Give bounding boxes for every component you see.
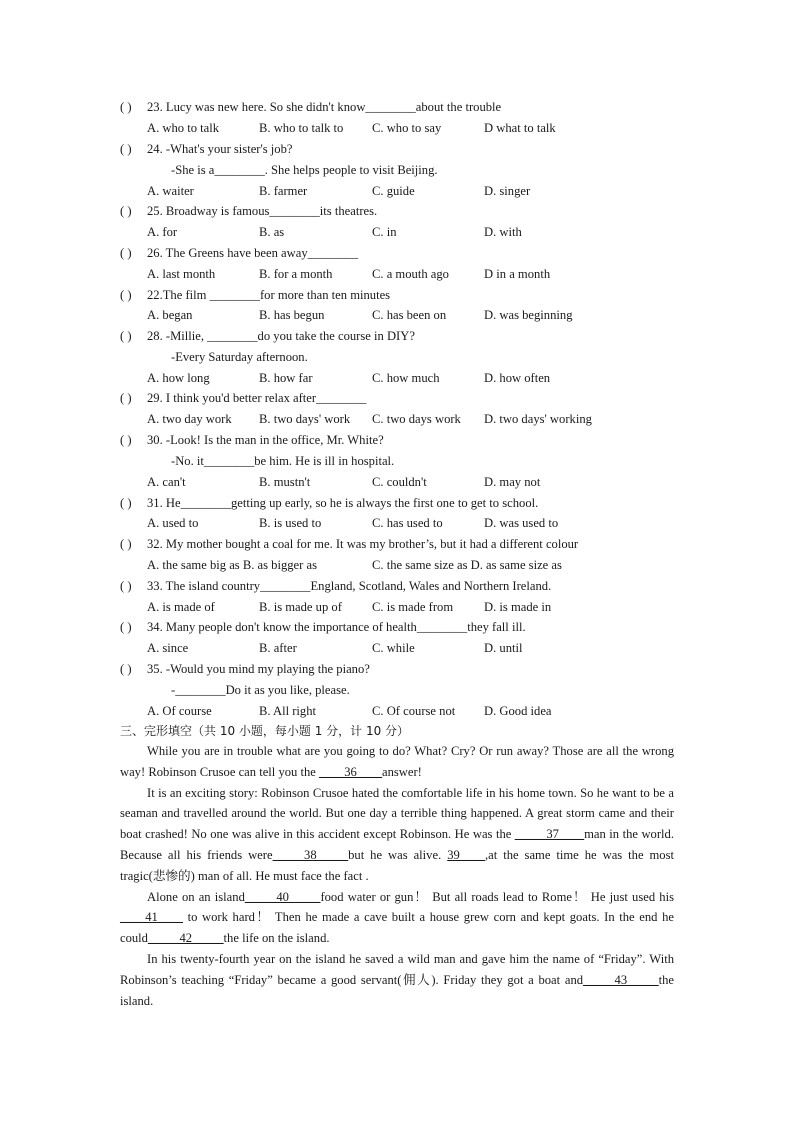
answer-option: A. is made of: [147, 600, 215, 614]
answer-option: B. is made up of: [259, 600, 342, 614]
answer-paren[interactable]: ( ): [120, 537, 132, 551]
passage-text: It is an exciting story: Robinson Crusoe hated the comfortable life in his home town. So he want to be a seaman and travelled around the world. But one day a terrible thing happened. A great storm came and their boat crashed! No one was alive in this accident except Robinson. He was the: [120, 785, 674, 842]
blank-36[interactable]: ____36____: [319, 764, 382, 779]
blank-39[interactable]: 39____: [447, 847, 485, 862]
answer-option: A. can't: [147, 475, 186, 489]
passage-text: While you are in trouble what are you going to do? What? Cry? Or run away? Those are all the wrong way! Robinson Crusoe can tell you the: [120, 744, 674, 779]
answer-paren[interactable]: ( ): [120, 288, 132, 302]
answer-option: D. two days' working: [484, 412, 592, 426]
answer-option: B. farmer: [259, 184, 308, 198]
answer-option: C. in: [372, 225, 397, 239]
answer-option: B. two days' work: [259, 412, 351, 426]
answer-option: B. is used to: [259, 516, 322, 530]
question-stem: 34. Many people don't know the importance of health________they fall ill.: [147, 620, 526, 634]
answer-option: D. is made in: [484, 600, 552, 614]
question-stem: 22.The film ________for more than ten minutes: [147, 288, 391, 302]
blank-38[interactable]: _____38_____: [272, 847, 349, 862]
answer-option: C. while: [372, 641, 415, 655]
answer-option: A. Of course: [147, 704, 212, 718]
passage-text: to work hard！ Then he made a cave built a house grew corn and kept goats. In the end he could: [120, 910, 674, 946]
answer-option: C. the same size as D. as same size as: [372, 558, 562, 572]
answer-option: B. mustn't: [259, 475, 311, 489]
answer-paren[interactable]: ( ): [120, 246, 132, 260]
answer-option: A. waiter: [147, 184, 194, 198]
question-stem: 24. -What's your sister's job?: [147, 142, 293, 156]
answer-option: D what to talk: [484, 121, 556, 135]
blank-41[interactable]: ____41____: [120, 910, 183, 925]
answer-option: D. may not: [484, 475, 541, 489]
question-dialogue-line: -Every Saturday afternoon.: [171, 350, 308, 364]
answer-paren[interactable]: ( ): [120, 100, 132, 114]
answer-option: B. after: [259, 641, 297, 655]
question-stem: 25. Broadway is famous________its theatres.: [147, 204, 378, 218]
passage-text: the island.: [120, 972, 674, 1008]
answer-paren[interactable]: ( ): [120, 620, 132, 634]
answer-option: B. how far: [259, 371, 313, 385]
answer-option: D. was beginning: [484, 308, 573, 322]
passage-text: answer!: [382, 764, 422, 779]
answer-option: D in a month: [484, 267, 551, 281]
question-stem: 26. The Greens have been away________: [147, 246, 358, 260]
answer-option: A. began: [147, 308, 193, 322]
blank-42[interactable]: _____42_____: [147, 931, 224, 946]
answer-paren[interactable]: ( ): [120, 329, 132, 343]
passage-text: man in the world. Because all his friends were: [120, 827, 674, 862]
question-stem: 31. He________getting up early, so he is always the first one to get to school.: [147, 496, 539, 510]
answer-option: B. has begun: [259, 308, 325, 322]
answer-option: D. was used to: [484, 516, 559, 530]
answer-option: B. All right: [259, 704, 317, 718]
answer-option: A. how long: [147, 371, 210, 385]
answer-option: A. the same big as B. as bigger as: [147, 558, 317, 572]
section-heading: 三、完形填空（共 10 小题，每小题 1 分，计 10 分）: [120, 724, 410, 738]
answer-option: B. who to talk to: [259, 121, 344, 135]
question-stem: 23. Lucy was new here. So she didn't know________about the trouble: [147, 100, 502, 114]
answer-paren[interactable]: ( ): [120, 662, 132, 676]
answer-paren[interactable]: ( ): [120, 391, 132, 405]
passage-text: but he was alive.: [348, 847, 448, 862]
answer-paren[interactable]: ( ): [120, 579, 132, 593]
passage-paragraph-1: [120, 741, 674, 783]
answer-paren[interactable]: ( ): [120, 204, 132, 218]
passage-paragraph-2: [120, 783, 674, 887]
question-stem: 28. -Millie, ________do you take the course in DIY?: [147, 329, 415, 343]
question-dialogue-line: -________Do it as you like, please.: [171, 683, 350, 697]
answer-option: C. has been on: [372, 308, 447, 322]
answer-option: A. who to talk: [147, 121, 220, 135]
question-stem: 32. My mother bought a coal for me. It was my brother’s, but it had a different colour: [147, 537, 579, 551]
passage-paragraph-4: [120, 949, 674, 1011]
answer-option: C. who to say: [372, 121, 442, 135]
answer-option: C. two days work: [372, 412, 461, 426]
question-dialogue-line: -No. it________be him. He is ill in hospital.: [171, 454, 395, 468]
passage-text: food water or gun！ But all roads lead to Rome！ He just used his: [320, 889, 674, 904]
blank-43[interactable]: _____43_____: [583, 972, 659, 987]
answer-option: D. with: [484, 225, 522, 239]
answer-paren[interactable]: ( ): [120, 433, 132, 447]
passage-paragraph-3: [120, 887, 674, 949]
answer-option: C. has used to: [372, 516, 443, 530]
passage-text: In his twenty-fourth year on the island he saved a wild man and gave him the name of “Friday”. With Robinson’s teaching “Friday” became a good servant(佣人). Friday they got a boat and: [120, 951, 674, 987]
answer-option: C. guide: [372, 184, 415, 198]
question-stem: 33. The island country________England, Scotland, Wales and Northern Ireland.: [147, 579, 552, 593]
question-stem: 30. -Look! Is the man in the office, Mr. White?: [147, 433, 384, 447]
blank-37[interactable]: _____37____: [514, 827, 585, 842]
answer-option: A. for: [147, 225, 178, 239]
answer-option: A. used to: [147, 516, 199, 530]
answer-option: C. is made from: [372, 600, 454, 614]
answer-option: C. a mouth ago: [372, 267, 449, 281]
answer-option: D. how often: [484, 371, 551, 385]
answer-option: D. Good idea: [484, 704, 552, 718]
answer-option: C. how much: [372, 371, 440, 385]
answer-paren[interactable]: ( ): [120, 142, 132, 156]
answer-option: A. two day work: [147, 412, 232, 426]
answer-option: D. singer: [484, 184, 531, 198]
answer-option: A. since: [147, 641, 189, 655]
answer-option: C. Of course not: [372, 704, 456, 718]
passage-text: Alone on an island: [147, 889, 245, 904]
answer-option: B. as: [259, 225, 285, 239]
answer-paren[interactable]: ( ): [120, 496, 132, 510]
cloze-passage: [120, 741, 674, 1011]
question-stem: 35. -Would you mind my playing the piano?: [147, 662, 370, 676]
answer-option: B. for a month: [259, 267, 333, 281]
passage-text: ,at the same time he was the most tragic(悲惨的) man of all. He must face the fact .: [120, 847, 675, 883]
question-stem: 29. I think you'd better relax after________: [147, 391, 367, 405]
answer-option: C. couldn't: [372, 475, 427, 489]
passage-text: the life on the island.: [223, 931, 330, 946]
answer-option: A. last month: [147, 267, 216, 281]
question-dialogue-line: -She is a________. She helps people to visit Beijing.: [171, 163, 438, 177]
answer-option: D. until: [484, 641, 523, 655]
blank-40[interactable]: _____40_____: [244, 889, 321, 904]
